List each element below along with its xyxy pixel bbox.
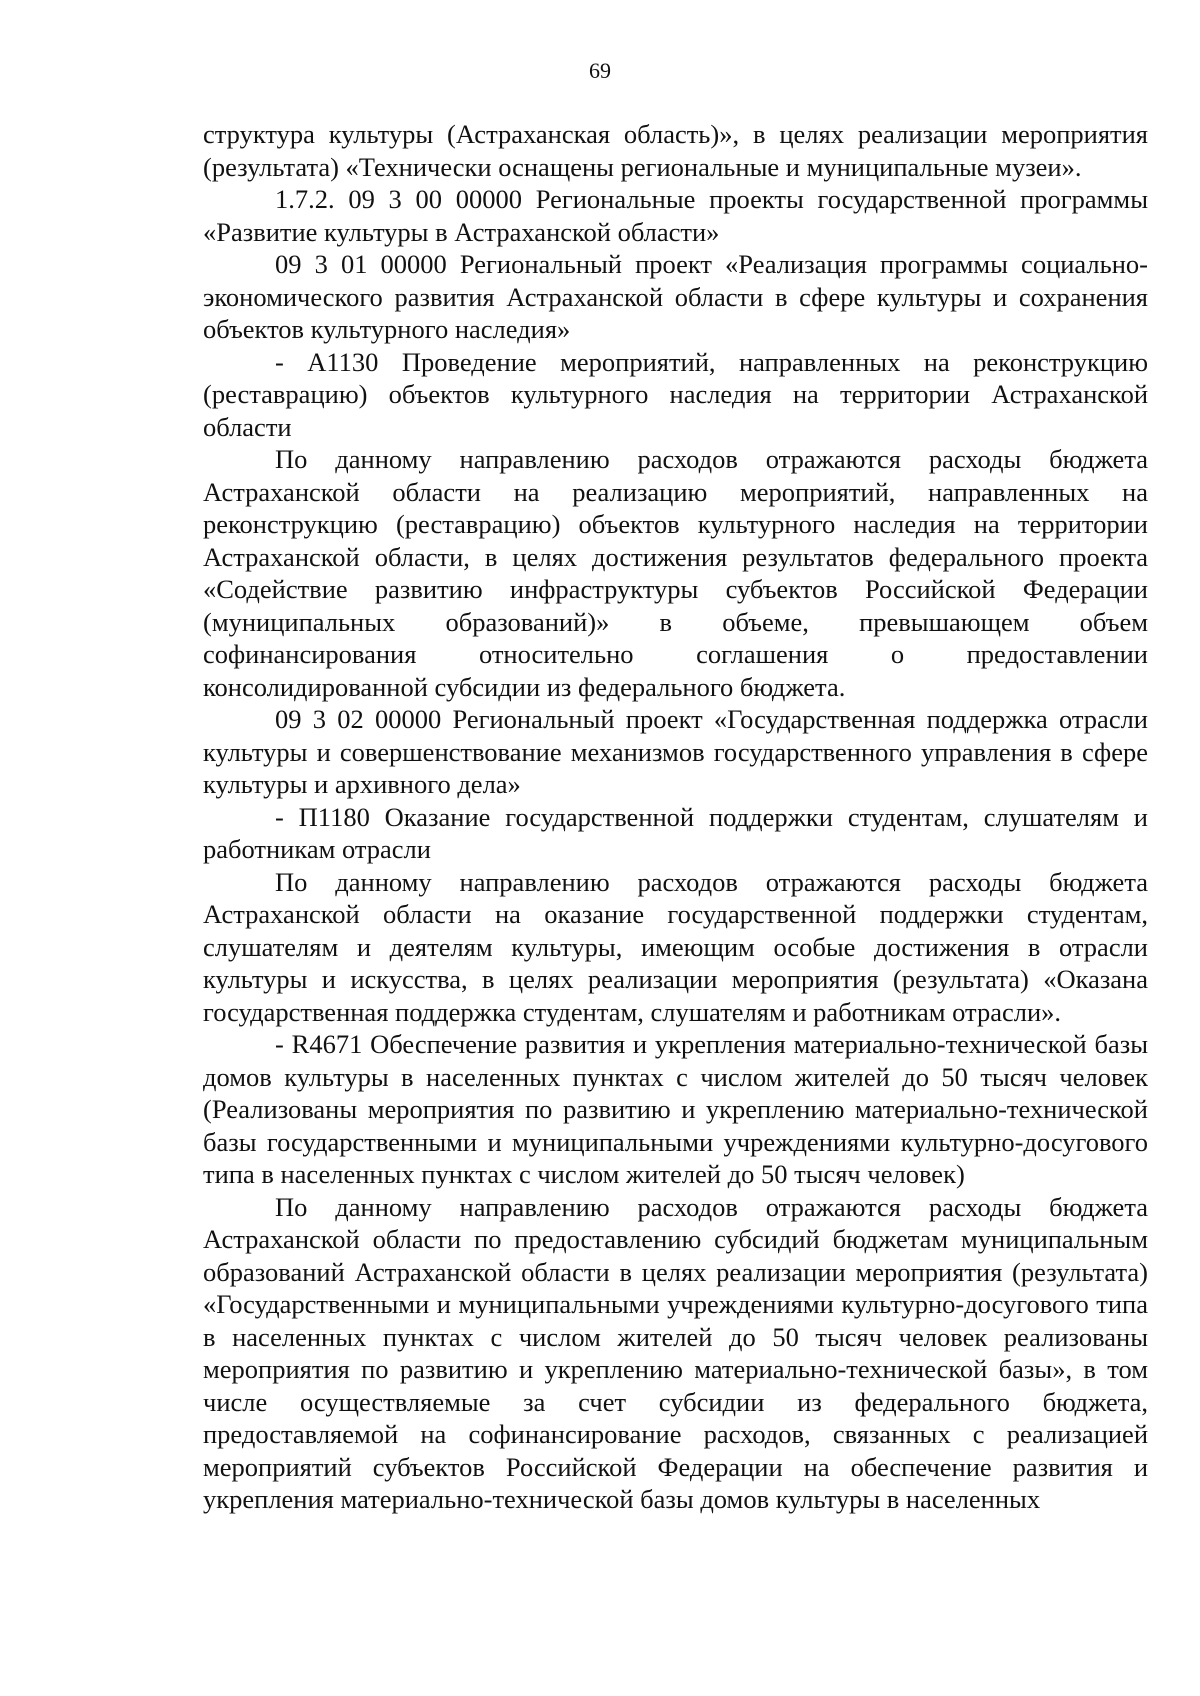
- paragraph-description-p1180: По данному направлению расходов отражаются расходы бюджета Астраханской области на оказание государственной поддержки студентам, слушателям и деятелям культуры, имеющим особые достижения в отрасли культуры и искусства, в целях реализации мероприятия (результата) «Оказана государственная поддержка студентам, слушателям и работникам отрасли».: [203, 866, 1148, 1027]
- page-number: 69: [589, 58, 611, 83]
- paragraph-item-p1180: - П1180 Оказание государственной поддержки студентам, слушателям и работникам отрасли: [203, 801, 1148, 864]
- paragraph-item-a1130: - А1130 Проведение мероприятий, направленных на реконструкцию (реставрацию) объектов культурного наследия на территории Астраханской области: [203, 346, 1148, 442]
- paragraph-continuation: структура культуры (Астраханская область)», в целях реализации мероприятия (результата) «Технически оснащены региональные и муниципальные музеи».: [203, 119, 1148, 182]
- document-body: [203, 118, 1148, 1516]
- paragraph-description-r4671: По данному направлению расходов отражаются расходы бюджета Астраханской области по предоставлению субсидий бюджетам муниципальным образований Астраханской области в целях реализации мероприятия (результата) «Государственными и муниципальными учреждениями культурно-досугового типа в населенных пунктах с числом жителей до 50 тысяч человек реализованы мероприятия по развитию и укреплению материально-технической базы», в том числе осуществляемые за счет субсидии из федерального бюджета, предоставляемой на софинансирование расходов, связанных с реализацией мероприятий субъектов Российской Федерации на обеспечение развития и укрепления материально-технической базы домов культуры в населенных: [203, 1191, 1148, 1514]
- paragraph-regional-project-2: 09 3 02 00000 Региональный проект «Государственная поддержка отрасли культуры и совершенствование механизмов государственного управления в сфере культуры и архивного дела»: [203, 704, 1148, 799]
- paragraph-regional-project-1: 09 3 01 00000 Региональный проект «Реализация программы социально-экономического развития Астраханской области в сфере культуры и сохранения объектов культурного наследия»: [203, 249, 1148, 344]
- paragraph-item-r4671: - R4671 Обеспечение развития и укрепления материально-технической базы домов культуры в населенных пунктах с числом жителей до 50 тысяч человек (Реализованы мероприятия по развитию и укреплению материально-технической базы государственными и муниципальными учреждениями культурно-досугового типа в населенных пунктах с числом жителей до 50 тысяч человек): [203, 1029, 1148, 1189]
- paragraph-description-a1130: По данному направлению расходов отражаются расходы бюджета Астраханской области на реализацию мероприятий, направленных на реконструкцию (реставрацию) объектов культурного наследия на территории Астраханской области, в целях достижения результатов федерального проекта «Содействие развитию инфраструктуры субъектов Российской Федерации (муниципальных образований)» в объеме, превышающем объем софинансирования относительно соглашения о предоставлении консолидированной субсидии из федерального бюджета.: [203, 444, 1148, 702]
- paragraph-section-heading: 1.7.2. 09 3 00 00000 Региональные проекты государственной программы «Развитие культуры в Астраханской области»: [203, 184, 1148, 247]
